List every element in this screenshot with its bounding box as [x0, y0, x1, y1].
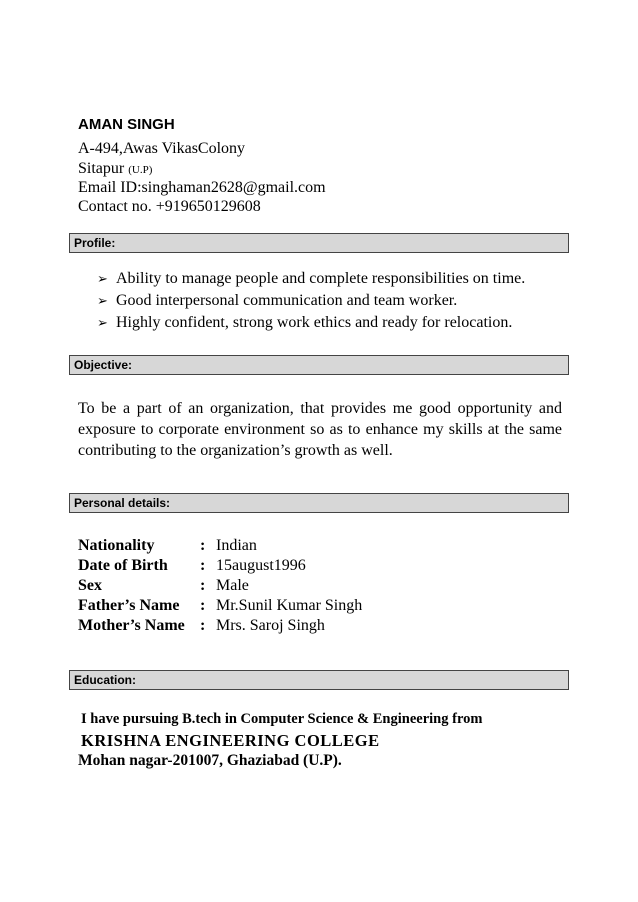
list-item	[97, 290, 525, 312]
detail-separator: :	[200, 577, 206, 594]
detail-value: Mrs. Saroj Singh	[216, 617, 325, 634]
section-personal-header: Personal details:	[69, 493, 569, 513]
detail-key: Father’s Name	[78, 597, 180, 614]
arrow-bullet-icon: ➢	[97, 294, 108, 309]
list-item-text: Highly confident, strong work ethics and ready for relocation.	[116, 314, 513, 331]
detail-separator: :	[200, 537, 206, 554]
education-line-course: I have pursuing B.tech in Computer Science & Engineering from	[81, 711, 483, 727]
city-name: Sitapur	[78, 160, 125, 177]
education-line-location: Mohan nagar-201007, Ghaziabad (U.P).	[78, 752, 342, 769]
detail-separator: :	[200, 597, 206, 614]
email-line: Email ID:singhaman2628@gmail.com	[78, 179, 326, 196]
detail-key: Mother’s Name	[78, 617, 185, 634]
detail-row	[78, 556, 362, 576]
detail-value: Mr.Sunil Kumar Singh	[216, 597, 363, 614]
section-education-header: Education:	[69, 670, 569, 690]
detail-value: 15august1996	[216, 557, 306, 574]
detail-value: Indian	[216, 537, 257, 554]
detail-separator: :	[200, 617, 206, 634]
personal-details	[78, 536, 362, 636]
section-objective-header: Objective:	[69, 355, 569, 375]
detail-key: Date of Birth	[78, 557, 168, 574]
address-line: A-494,Awas VikasColony	[78, 140, 246, 157]
detail-row	[78, 536, 362, 556]
section-profile-header: Profile:	[69, 233, 569, 253]
detail-key: Nationality	[78, 537, 155, 554]
state-abbr: (U.P)	[128, 164, 153, 176]
profile-list	[97, 268, 525, 334]
education-line-college: KRISHNA ENGINEERING COLLEGE	[81, 731, 380, 750]
detail-row	[78, 576, 362, 596]
list-item	[97, 312, 525, 334]
candidate-name: AMAN SINGH	[78, 116, 175, 133]
list-item	[97, 268, 525, 290]
detail-separator: :	[200, 557, 206, 574]
detail-value: Male	[216, 577, 249, 594]
contact-line: Contact no. +919650129608	[78, 198, 261, 215]
arrow-bullet-icon: ➢	[97, 272, 108, 287]
detail-row	[78, 616, 362, 636]
city-line	[78, 160, 152, 178]
list-item-text: Good interpersonal communication and team worker.	[116, 292, 458, 309]
list-item-text: Ability to manage people and complete responsibilities on time.	[116, 270, 526, 287]
arrow-bullet-icon: ➢	[97, 316, 108, 331]
objective-text: To be a part of an organization, that provides me good opportunity and exposure to corporate environment so as to enhance my skills at the same contributing to the organization’s growth as well.	[78, 400, 562, 459]
detail-row	[78, 596, 362, 616]
detail-key: Sex	[78, 577, 102, 594]
